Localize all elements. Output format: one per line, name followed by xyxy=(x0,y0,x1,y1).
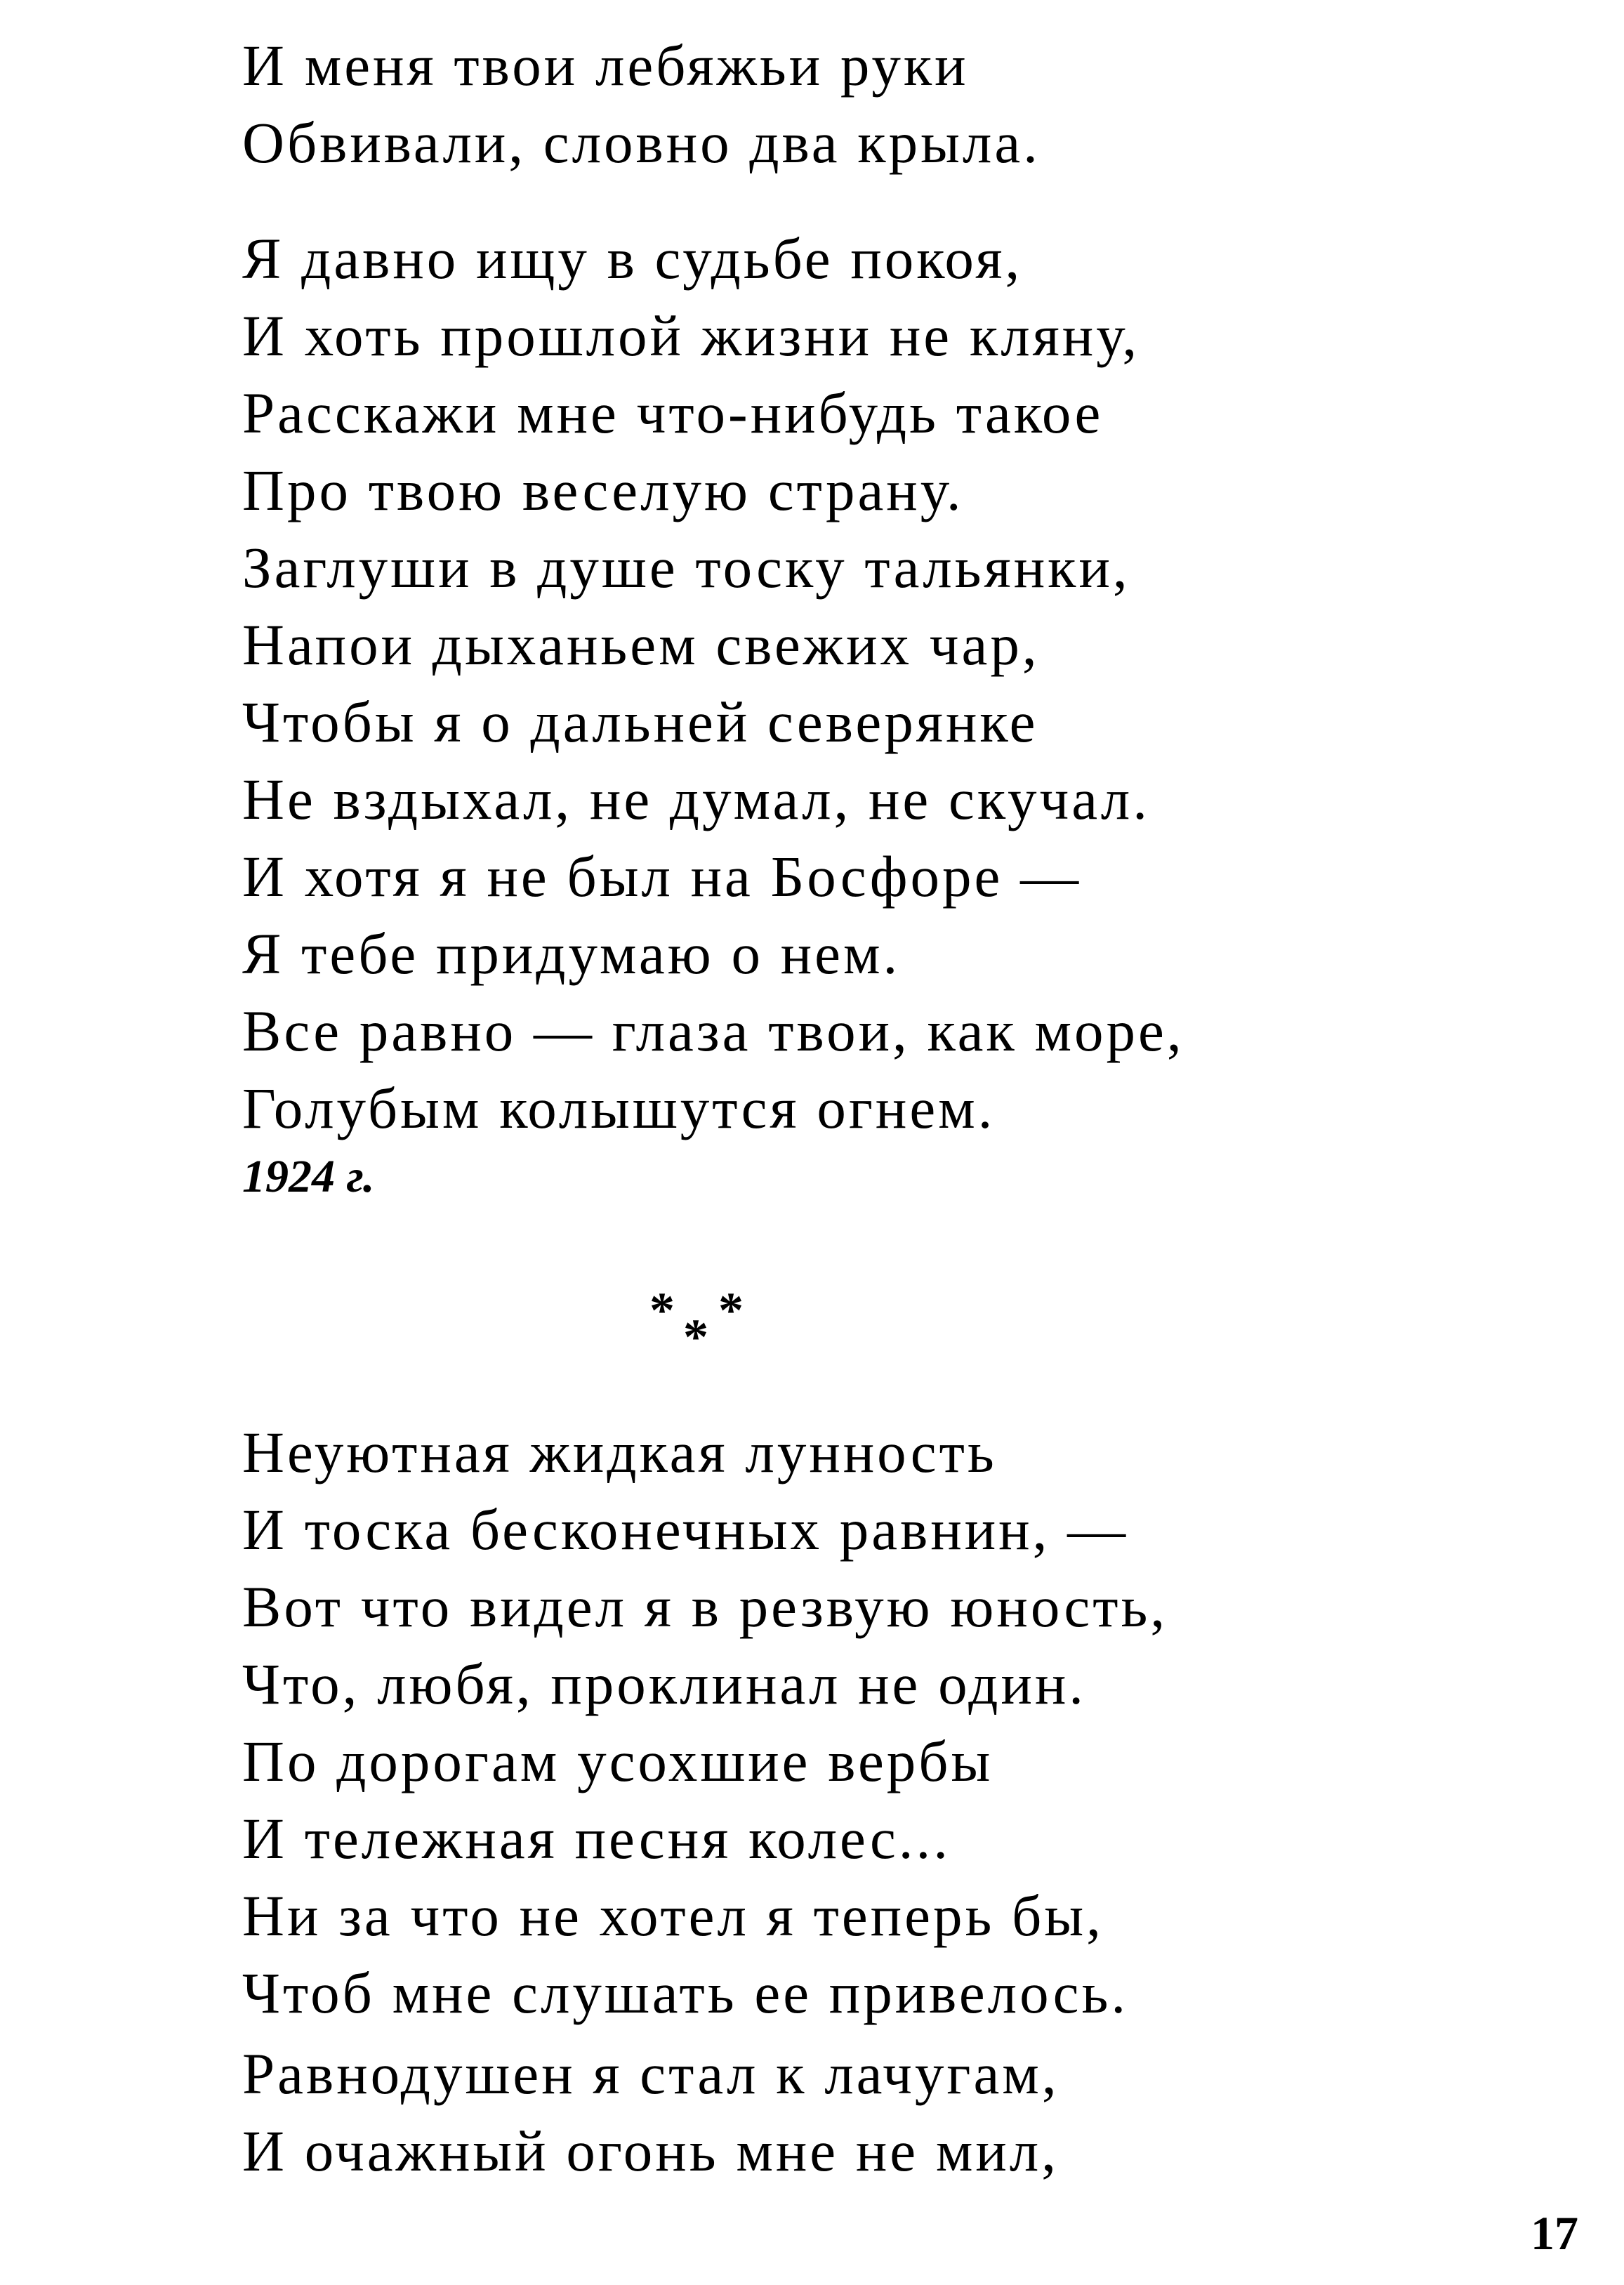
poem-line: По дорогам усохшие вербы xyxy=(242,1729,993,1793)
asterism-separator xyxy=(649,1282,790,1376)
poem-line: Расскажи мне что-нибудь такое xyxy=(242,381,1104,445)
poem-line: И хотя я не был на Босфоре — xyxy=(242,844,1082,909)
poem-line: Я давно ищу в судьбе покоя, xyxy=(242,226,1023,291)
stanza-2 xyxy=(242,220,1140,529)
stanza-6 xyxy=(242,1723,1128,2032)
poem-line: Обвивали, словно два крыла. xyxy=(242,110,1041,175)
poem-date: 1924 г. xyxy=(242,1151,375,1202)
poem-line: Я тебе придумаю о нем. xyxy=(242,921,901,986)
stanza-3 xyxy=(242,529,1150,838)
poem-line: Не вздыхал, не думал, не скучал. xyxy=(242,767,1150,831)
poem-line: Про твою веселую страну. xyxy=(242,458,964,522)
asterisk-icon: * xyxy=(718,1282,744,1338)
asterisk-icon: * xyxy=(649,1282,675,1338)
poem-line: Напои дыханьем свежих чар, xyxy=(242,612,1040,677)
stanza-5 xyxy=(242,1414,1168,1723)
poem-line: Неуютная жидкая лунность xyxy=(242,1420,997,1484)
asterisk-icon: * xyxy=(683,1309,708,1365)
poem-line: И меня твои лебяжьи руки xyxy=(242,33,969,98)
poem-line: Чтоб мне слушать ее привелось. xyxy=(242,1961,1129,2025)
stanza-4 xyxy=(242,838,1184,1147)
poem-line: И тележная песня колес... xyxy=(242,1806,951,1871)
page-number: 17 xyxy=(1531,2206,1578,2260)
stanza-1 xyxy=(242,27,1041,181)
poem-line: Заглуши в душе тоску тальянки, xyxy=(242,535,1130,600)
poem-line: И очажный огонь мне не мил, xyxy=(242,2119,1059,2183)
poem-line: И тоска бесконечных равнин, — xyxy=(242,1497,1129,1562)
poem-line: Равнодушен я стал к лачугам, xyxy=(242,2041,1059,2106)
poem-line: Чтобы я о дальней северянке xyxy=(242,690,1038,754)
poem-line: Что, любя, проклинал не один. xyxy=(242,1652,1087,1716)
poem-line: Вот что видел я в резвую юность, xyxy=(242,1574,1168,1639)
poem-line: Все равно — глаза твои, как море, xyxy=(242,999,1184,1063)
poem-line: Ни за что не хотел я теперь бы, xyxy=(242,1883,1104,1948)
poem-line: И хоть прошлой жизни не кляну, xyxy=(242,303,1140,368)
stanza-7 xyxy=(242,2035,1059,2189)
poem-line: Голубым колышутся огнем. xyxy=(242,1076,996,1140)
